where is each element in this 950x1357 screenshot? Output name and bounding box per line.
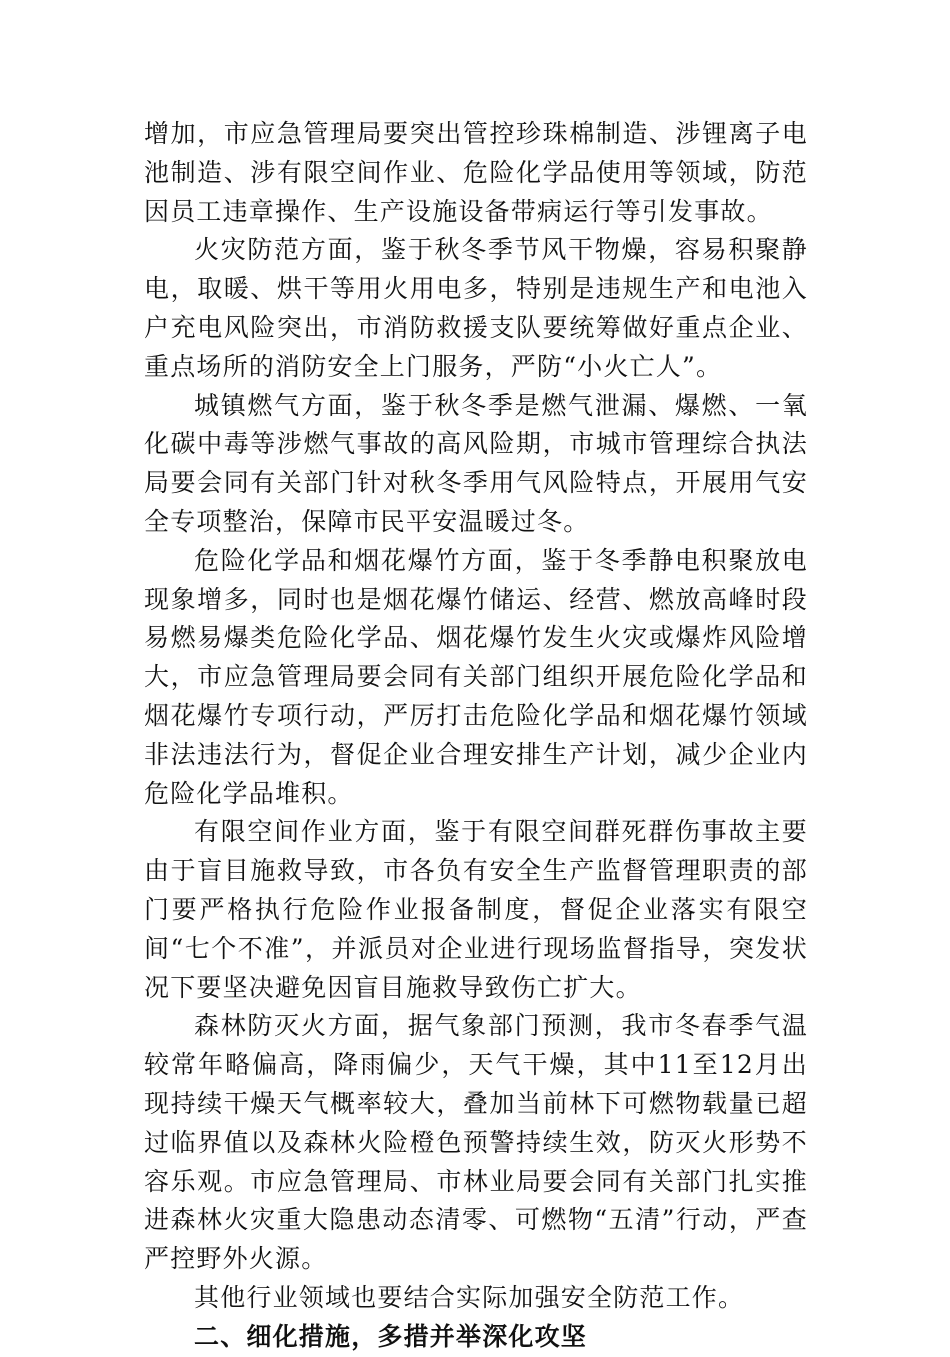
section-heading: 二、细化措施，多措并举深化攻坚 xyxy=(194,1321,588,1351)
paragraph-continuation: 增加，市应急管理局要突出管控珍珠棉制造、涉锂离子电池制造、涉有限空间作业、危险化学品使用等领域，防范因员工违章操作、生产设施设备带病运行等引发事故。 xyxy=(144,119,808,226)
document-body xyxy=(144,115,808,1357)
paragraph-urban-gas: 城镇燃气方面，鉴于秋冬季是燃气泄漏、爆燃、一氧化碳中毒等涉燃气事故的高风险期，市城市管理综合执法局要会同有关部门针对秋冬季用气风险特点，开展用气安全专项整治，保障市民平安温暖过冬。 xyxy=(144,390,808,536)
paragraph-hazardous-chemicals: 危险化学品和烟花爆竹方面，鉴于冬季静电积聚放电现象增多，同时也是烟花爆竹储运、经营、燃放高峰时段易燃易爆类危险化学品、烟花爆竹发生火灾或爆炸风险增大，市应急管理局要会同有关部门组织开展危险化学品和烟花爆竹专项行动，严厉打击危险化学品和烟花爆竹领域非法违法行为，督促企业合理安排生产计划，减少企业内危险化学品堆积。 xyxy=(144,545,808,808)
paragraph-forest-fire: 森林防灭火方面，据气象部门预测，我市冬春季气温较常年略偏高，降雨偏少，天气干燥，其中11至12月出现持续干燥天气概率较大，叠加当前林下可燃物载量已超过临界值以及森林火险橙色预警持续生效，防灭火形势不容乐观。市应急管理局、市林业局要会同有关部门扎实推进森林火灾重大隐患动态清零、可燃物“五清”行动，严查严控野外火源。 xyxy=(144,1011,808,1274)
paragraph-fire-prevention: 火灾防范方面，鉴于秋冬季节风干物燥，容易积聚静电，取暖、烘干等用火用电多，特别是违规生产和电池入户充电风险突出，市消防救援支队要统筹做好重点企业、重点场所的消防安全上门服务，严防“小火亡人”。 xyxy=(144,235,808,381)
paragraph-confined-space: 有限空间作业方面，鉴于有限空间群死群伤事故主要由于盲目施救导致，市各负有安全生产监督管理职责的部门要严格执行危险作业报备制度，督促企业落实有限空间“七个不准”，并派员对企业进行现场监督指导，突发状况下要坚决避免因盲目施救导致伤亡扩大。 xyxy=(144,817,808,1002)
paragraph-other-sectors: 其他行业领域也要结合实际加强安全防范工作。 xyxy=(194,1282,745,1312)
